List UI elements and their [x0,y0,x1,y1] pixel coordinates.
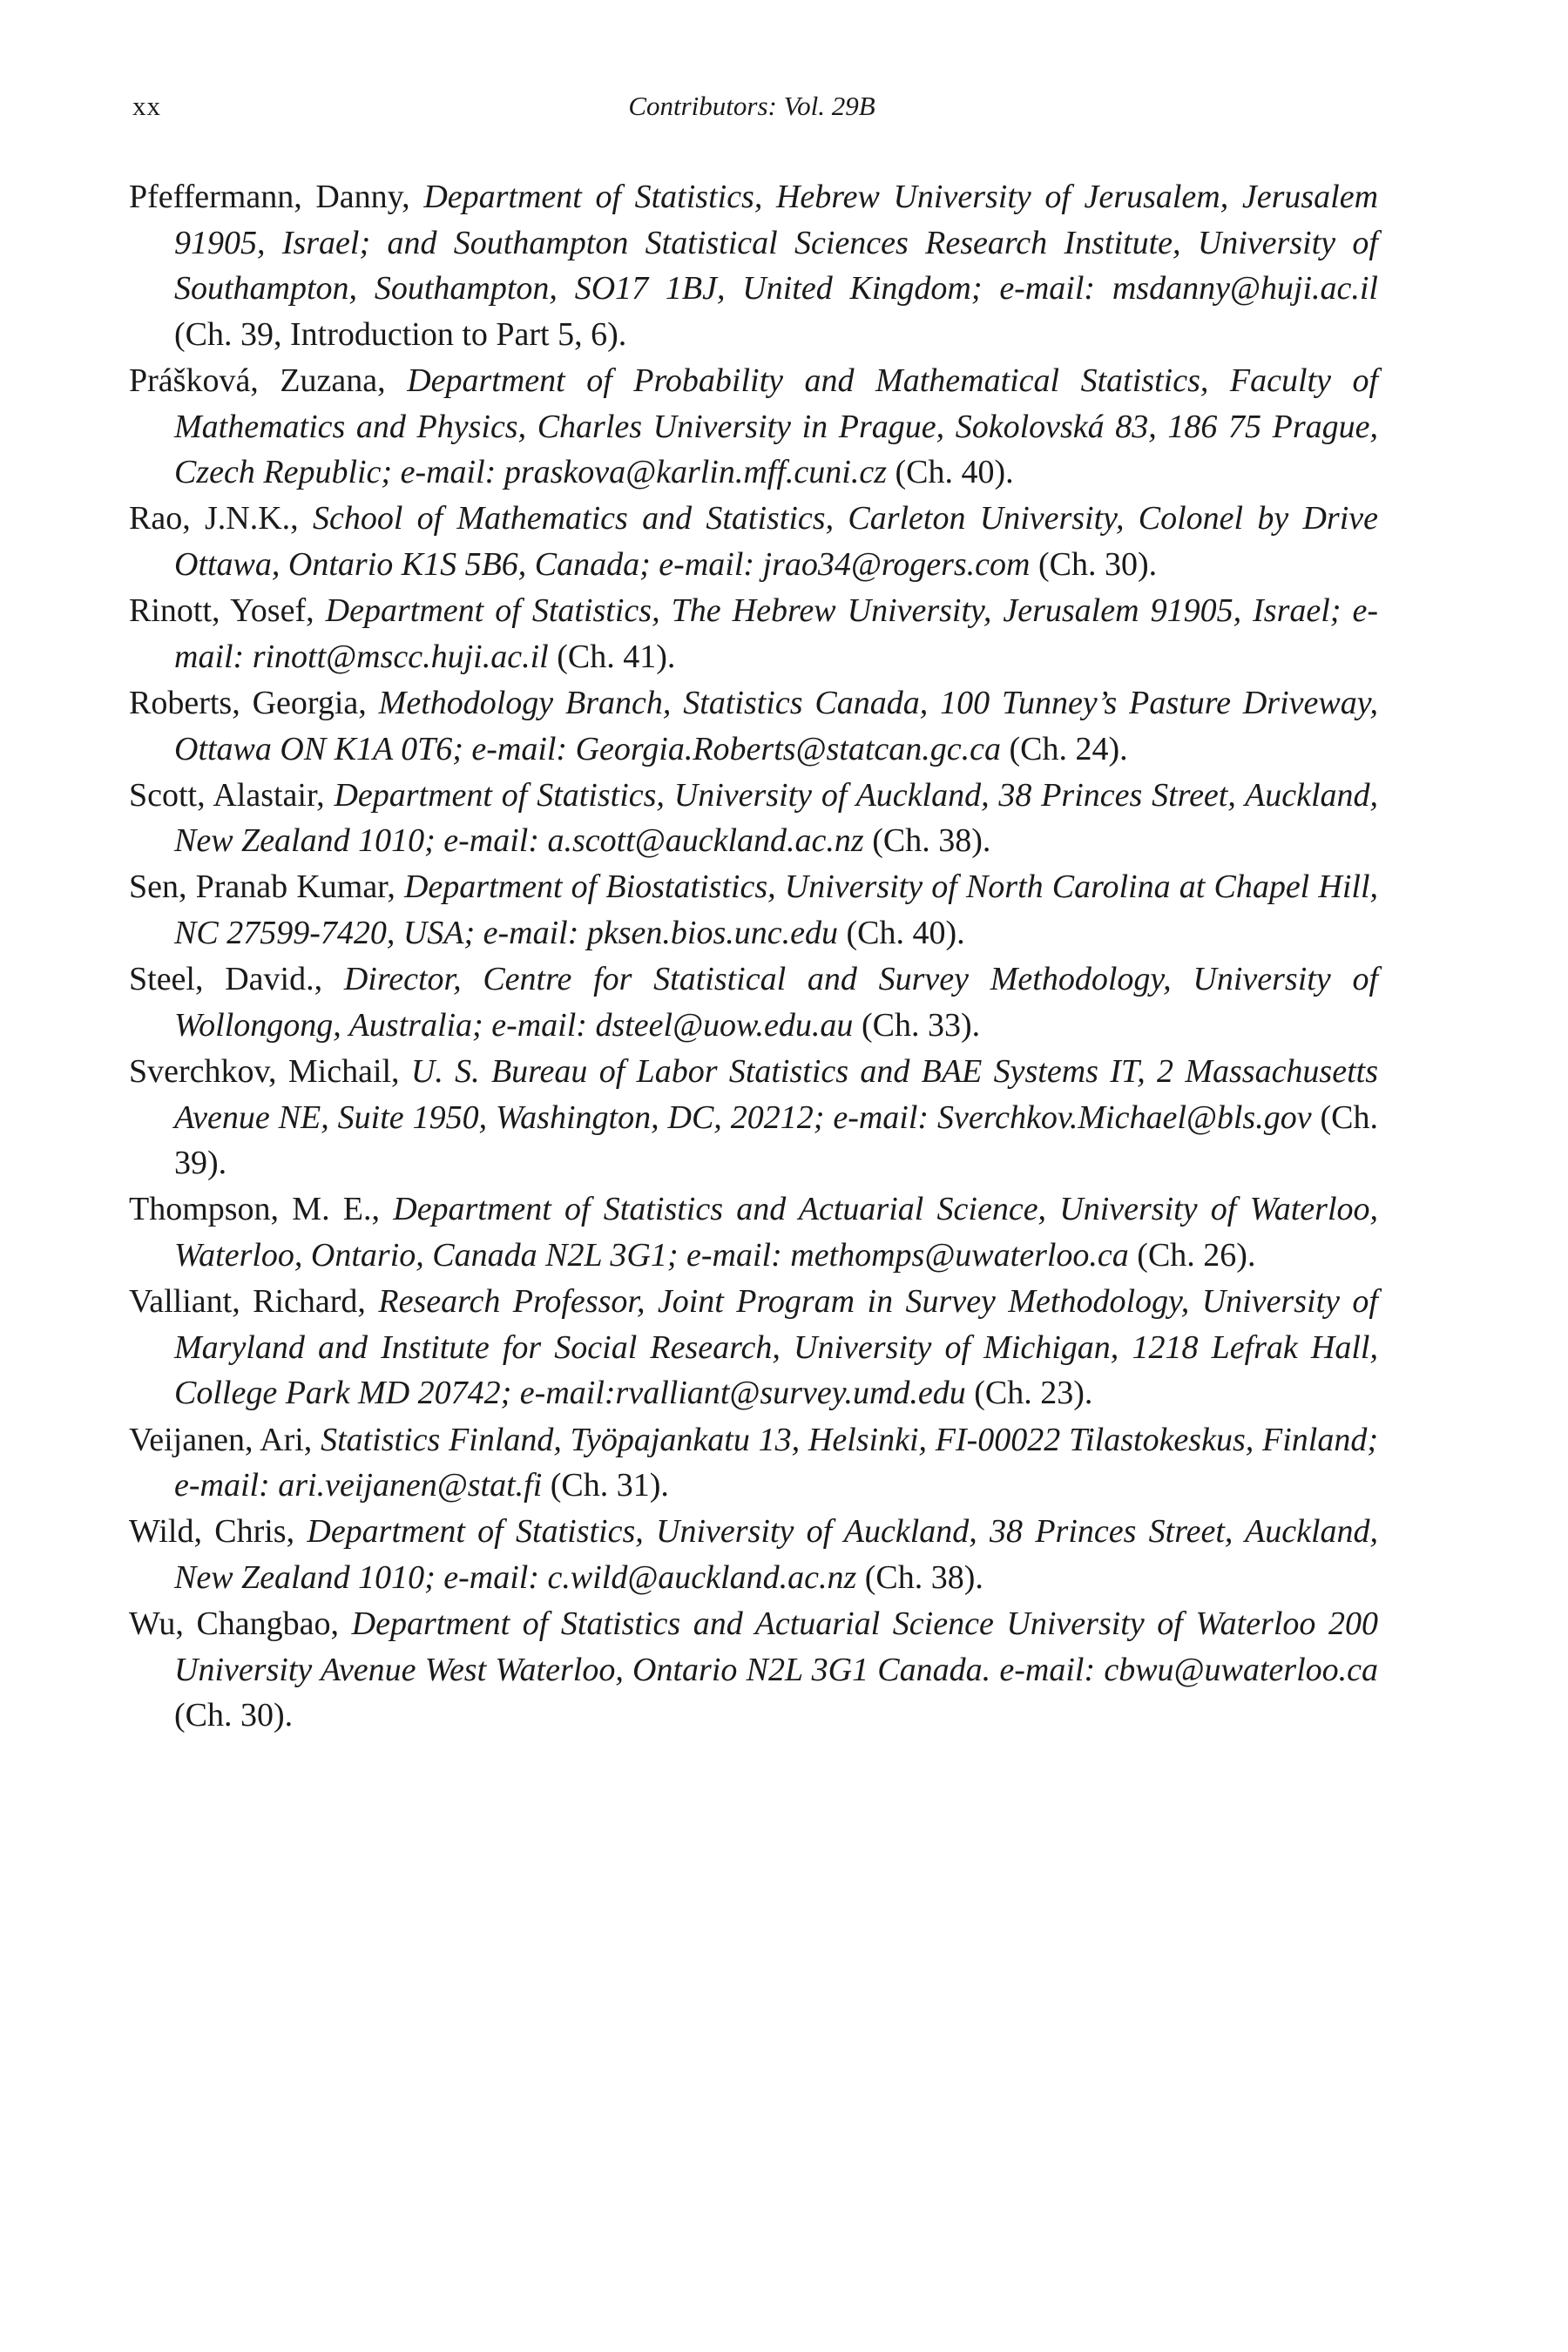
contributor-list [129,174,1378,1740]
contributor-chapters: (Ch. 33). [861,1006,981,1044]
contributor-affiliation: Department of Statistics, University of Auckland, 38 Princes Street, Auckland, New Zealand 1010; e-mail: c.wild@auckland.ac.nz [174,1513,1378,1596]
contributor-name: Sen, Pranab Kumar, [129,868,395,906]
contributor-chapters: (Ch. 40). [846,915,965,952]
contributor-chapters: (Ch. 40). [895,454,1014,491]
contributor-affiliation: Department of Statistics, University of Auckland, 38 Princes Street, Auckland, New Zealand 1010; e-mail: a.scott@auckland.ac.nz [174,776,1378,860]
contributor-affiliation: School of Mathematics and Statistics, Carleton University, Colonel by Drive Ottawa, Ontario K1S 5B6, Canada; e-mail: jrao34@rogers.com [174,500,1378,583]
contributor-entry [129,496,1378,587]
contributor-entry [129,773,1378,864]
contributor-entry [129,1417,1378,1509]
contributor-affiliation: Research Professor, Joint Program in Survey Methodology, University of Maryland and Institute for Social Research, University of Michigan, 1218 Lefrak Hall, College Park MD 20742; e-mail:rvalliant@survey.umd.edu [174,1283,1378,1412]
contributor-chapters: (Ch. 39, Introduction to Part 5, 6). [174,315,627,353]
contributor-chapters: (Ch. 31). [550,1467,669,1504]
contributor-name: Sverchkov, Michail, [129,1053,400,1091]
contributor-name: Wild, Chris, [129,1513,295,1551]
contributor-affiliation: U. S. Bureau of Labor Statistics and BAE Systems IT, 2 Massachusetts Avenue NE, Suite 1950, Washington, DC, 20212; e-mail: Sverchkov.Michael@bls.gov [174,1053,1378,1136]
contributor-name: Veijanen, Ari, [129,1421,313,1458]
contributor-affiliation: Department of Statistics and Actuarial Science University of Waterloo 200 University Avenue West Waterloo, Ontario N2L 3G1 Canada. e-mail: cbwu@uwaterloo.ca [174,1605,1379,1688]
contributor-name: Roberts, Georgia, [129,684,367,721]
contributor-entry [129,174,1378,357]
contributor-entry [129,588,1378,679]
contributor-affiliation: Department of Probability and Mathematical Statistics, Faculty of Mathematics and Physics, Charles University in Prague, Sokolovská 83, 186 75 Prague, Czech Republic; e-mail: praskova@karlin.mff.cuni.cz [174,362,1379,491]
contributor-entry [129,864,1378,956]
contributor-affiliation: Department of Statistics, Hebrew University of Jerusalem, Jerusalem 91905, Israel; and Southampton Statistical Sciences Research Institute, University of Southampton, Southampton, SO17 1BJ, United Kingdom; e-mail: msdanny@huji.ac.il [174,179,1379,308]
contributor-name: Thompson, M. E., [129,1191,381,1228]
contributor-affiliation: Director, Centre for Statistical and Survey Methodology, University of Wollongong, Australia; e-mail: dsteel@uow.edu.au [174,961,1378,1044]
contributor-entry [129,1279,1378,1416]
contributor-entry [129,1186,1378,1278]
contributor-chapters: (Ch. 26). [1137,1237,1256,1274]
contributor-name: Rao, J.N.K., [129,500,299,537]
contributor-name: Prášková, Zuzana, [129,362,386,399]
contributor-name: Steel, David., [129,961,323,998]
running-head [127,87,1376,125]
contributor-affiliation: Statistics Finland, Työpajankatu 13, Helsinki, FI-00022 Tilastokeskus, Finland; e-mail: ari.veijanen@stat.fi [174,1421,1378,1504]
contributor-chapters: (Ch. 23). [974,1375,1093,1412]
contributor-chapters: (Ch. 38). [864,1558,983,1596]
running-title: Contributors: Vol. 29B [628,91,875,121]
contributor-entry [129,1509,1378,1600]
contributor-affiliation: Department of Statistics, The Hebrew University, Jerusalem 91905, Israel; e-mail: rinott@mscc.huji.ac.il [174,592,1379,675]
contributor-entry [129,956,1378,1048]
contributor-chapters: (Ch. 30). [1037,545,1158,583]
contributor-chapters: (Ch. 30). [174,1697,294,1734]
contributor-affiliation: Department of Biostatistics, University of North Carolina at Chapel Hill, NC 27599-7420, USA; e-mail: pksen.bios.unc.edu [174,868,1379,952]
contributor-name: Scott, Alastair, [129,776,325,814]
contributor-affiliation: Methodology Branch, Statistics Canada, 100 Tunney’s Pasture Driveway, Ottawa ON K1A 0T6; e-mail: Georgia.Roberts@statcan.gc.ca [174,684,1378,767]
contributor-entry [129,1049,1378,1186]
contributor-entry [129,358,1378,496]
contributor-name: Pfeffermann, Danny, [129,179,410,215]
contributor-name: Rinott, Yosef, [129,592,314,630]
page-number: xx [132,91,161,121]
contributor-affiliation: Department of Statistics and Actuarial Science, University of Waterloo, Waterloo, Ontario, Canada N2L 3G1; e-mail: methomps@uwaterloo.ca [174,1191,1379,1274]
contributor-name: Wu, Changbao, [129,1605,340,1643]
contributor-name: Valliant, Richard, [129,1283,366,1321]
contributor-chapters: (Ch. 39). [174,1098,1378,1182]
contributor-chapters: (Ch. 38). [872,822,991,860]
contributor-entry [129,680,1378,772]
contributor-chapters: (Ch. 24). [1009,730,1128,767]
contributor-entry [129,1601,1378,1739]
contributor-chapters: (Ch. 41). [557,638,676,675]
